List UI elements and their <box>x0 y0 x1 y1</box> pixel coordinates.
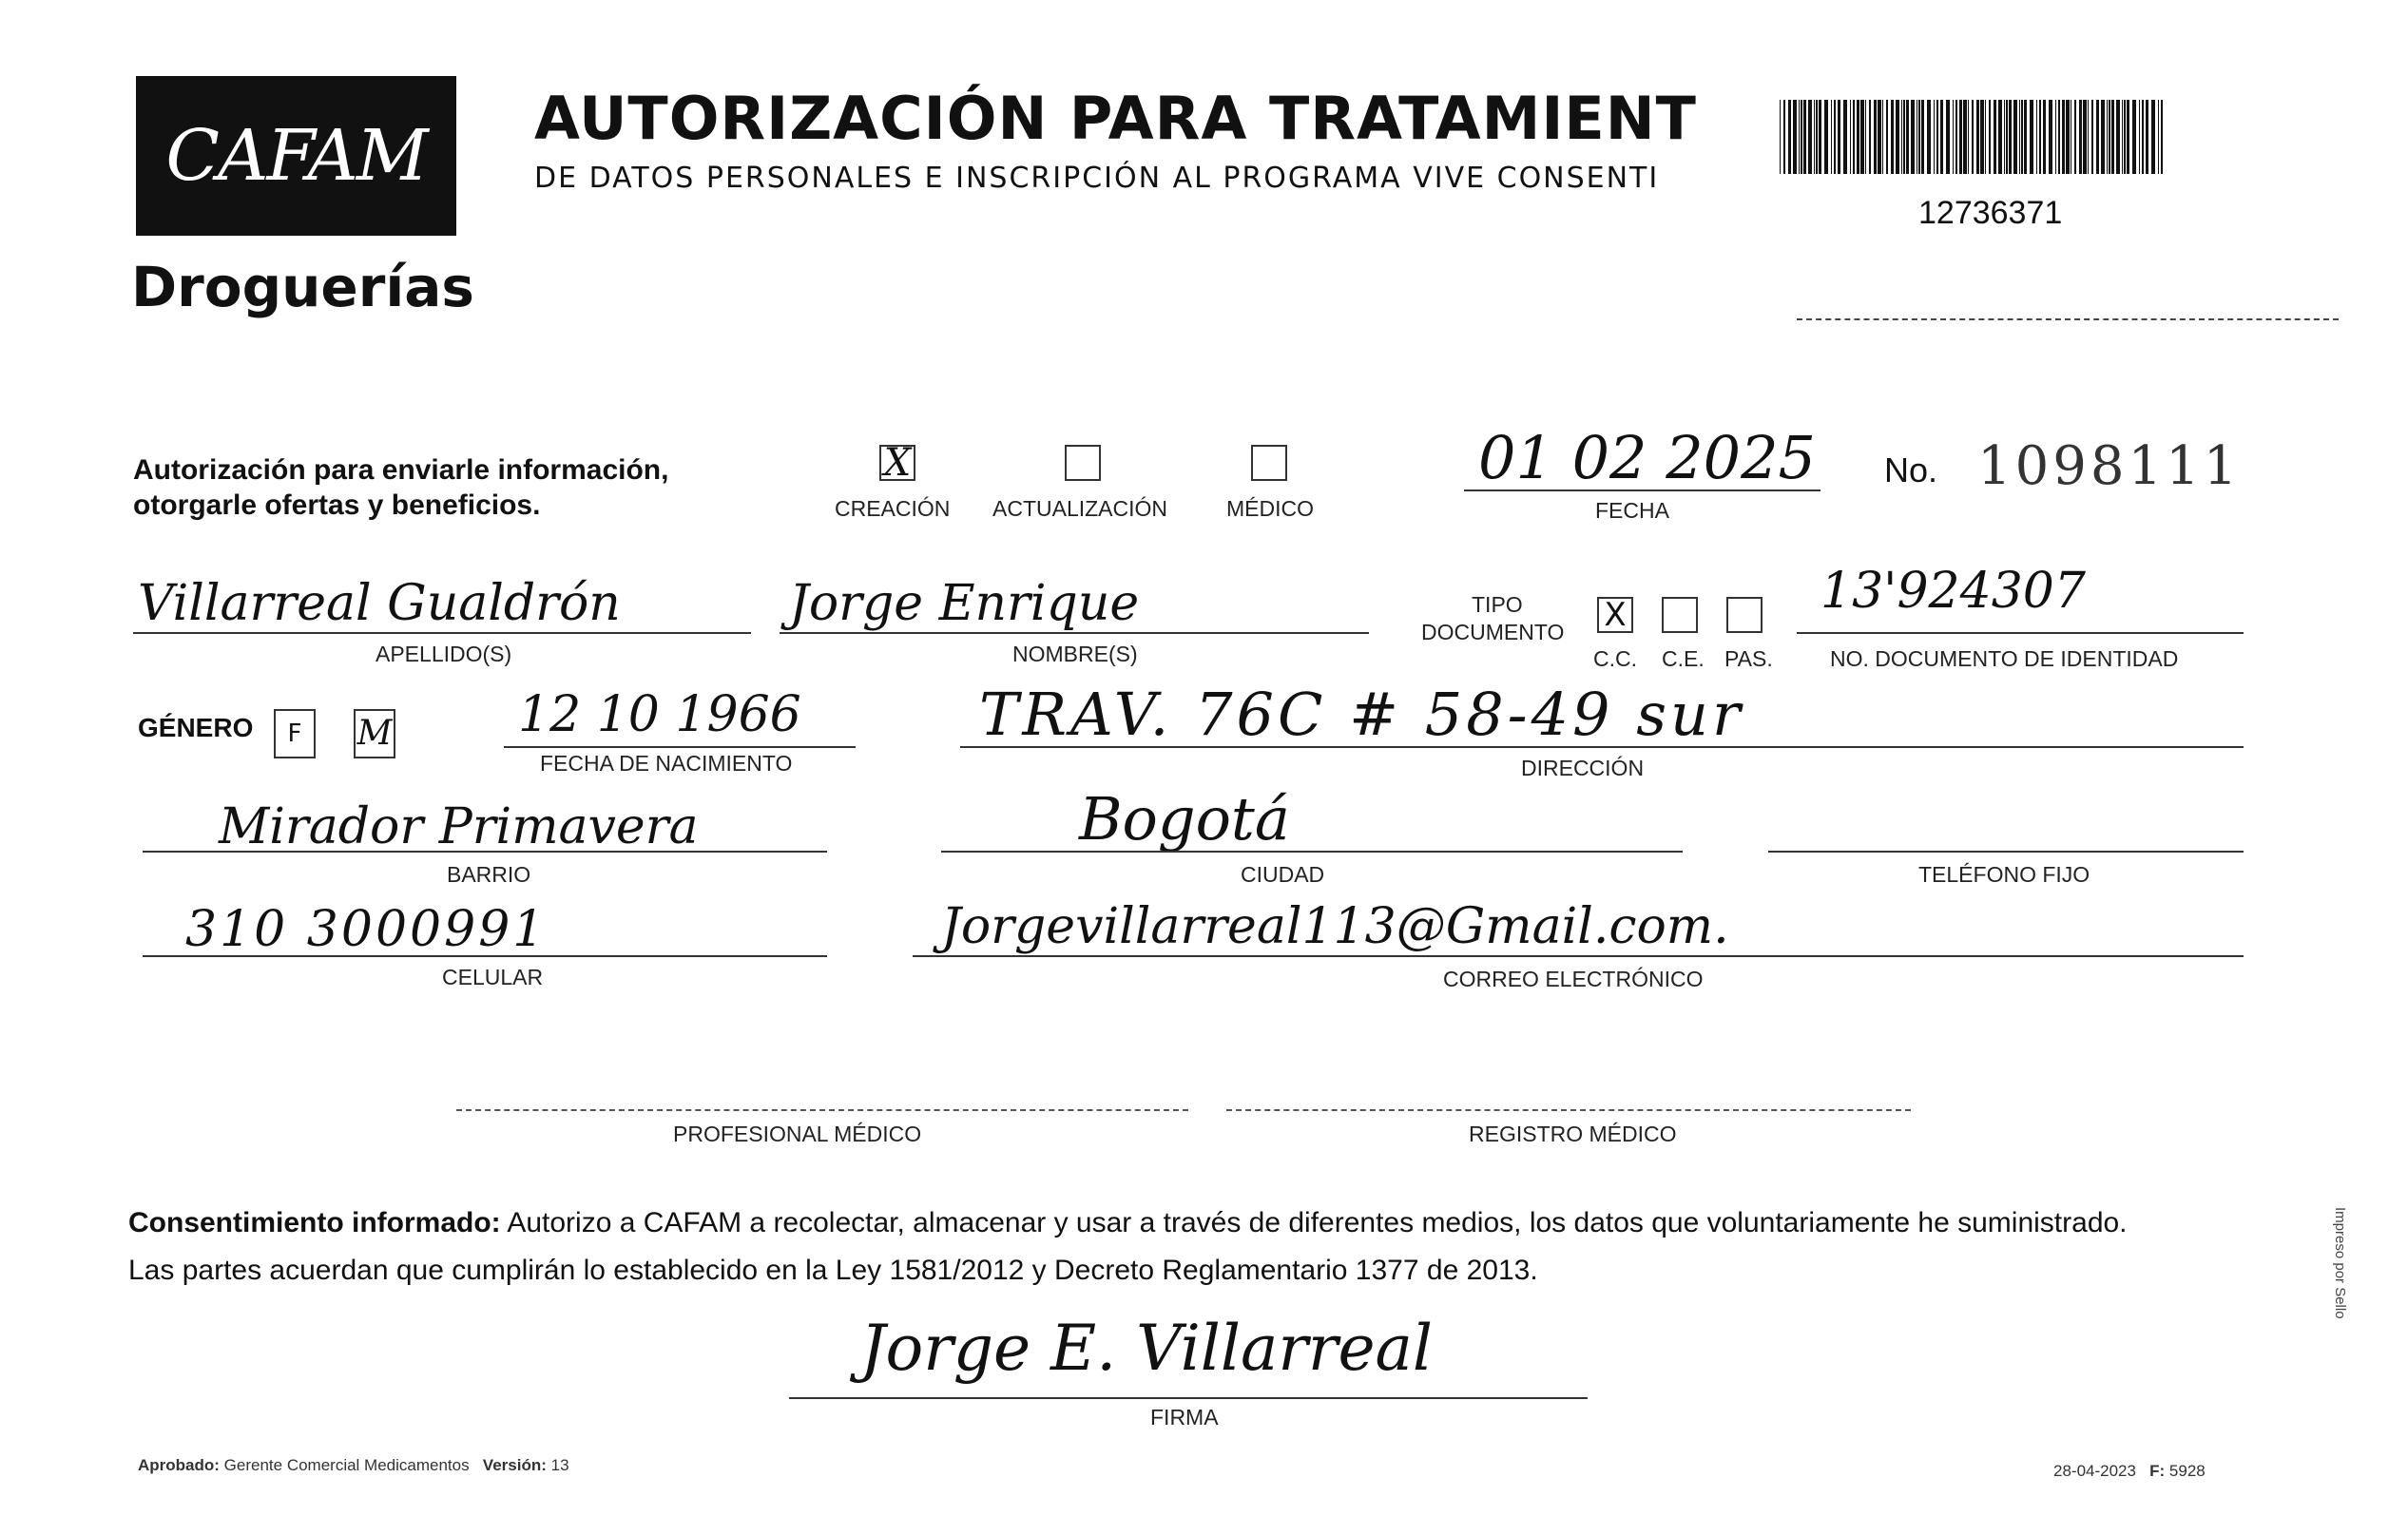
barcode-bar <box>1808 100 1812 174</box>
barcode-bar <box>2111 100 2114 174</box>
telefono-label: TELÉFONO FIJO <box>1918 862 2090 887</box>
logo-text: CAFAM <box>165 115 427 197</box>
barcode-number: 12736371 <box>1918 195 2063 231</box>
barcode-bar <box>1946 100 1950 174</box>
barcode-bar <box>1953 100 1954 174</box>
cafam-logo <box>136 76 456 236</box>
barcode-bar <box>2088 100 2089 174</box>
barcode-bar <box>1918 100 1920 174</box>
registro-line <box>1226 1109 1911 1111</box>
pas-label: PAS. <box>1724 646 1773 671</box>
barcode-bar <box>1934 100 1935 174</box>
barcode-bar <box>1814 100 1815 174</box>
consent-text-line1: Autorizo a CAFAM a recolectar, almacenar y usar a través de diferentes medios, los datos que voluntariamente he suministrado. <box>500 1207 2128 1238</box>
barcode-bar <box>1911 100 1915 174</box>
barcode-bar <box>1865 100 1866 174</box>
genero-m-box[interactable] <box>354 709 395 758</box>
barcode-bar <box>1874 100 1877 174</box>
barcode-bar <box>2019 100 2020 174</box>
barcode-bar <box>2151 100 2155 174</box>
apellidos-label: APELLIDO(S) <box>376 642 512 666</box>
form-number: 1098111 <box>1977 435 2242 497</box>
auth-intro-line1: Autorización para enviarle información, <box>133 454 669 486</box>
signature-line <box>789 1397 1588 1399</box>
barcode-bar <box>2124 100 2126 174</box>
barcode-bar <box>2083 100 2087 174</box>
cc-label: C.C. <box>1593 646 1637 671</box>
barcode-bar <box>1869 100 1871 174</box>
medico-label: MÉDICO <box>1226 496 1314 521</box>
barcode-bar <box>1824 100 1828 174</box>
barcode-bar <box>1831 100 1832 174</box>
brand-subtitle: Droguerías <box>131 255 474 319</box>
barcode-bar <box>1963 100 1967 174</box>
barcode-bar <box>1927 100 1931 174</box>
barcode-bar <box>2043 100 2046 174</box>
genero-label: GÉNERO <box>138 713 254 742</box>
barcode-bar <box>2004 100 2005 174</box>
barcode-bar <box>1940 100 1943 174</box>
doc-number-label: NO. DOCUMENTO DE IDENTIDAD <box>1830 646 2179 671</box>
barcode-bar <box>1843 100 1847 174</box>
registro-label: REGISTRO MÉDICO <box>1469 1122 1677 1146</box>
barcode-bar <box>1936 100 1938 174</box>
f-value: 5928 <box>2168 1462 2206 1480</box>
barcode-bar <box>2066 100 2070 174</box>
barcode-bar <box>1998 100 2002 174</box>
fecha-line <box>1464 489 1820 491</box>
barcode-bar <box>1850 100 1851 174</box>
barcode-bar <box>1819 100 1821 174</box>
direccion-line <box>960 746 2244 748</box>
barcode-bar <box>2139 100 2140 174</box>
barcode-bar <box>2039 100 2041 174</box>
doc-number-line <box>1797 632 2244 634</box>
barcode-bar <box>1834 100 1836 174</box>
cc-checkbox[interactable] <box>1597 597 1633 633</box>
correo-value[interactable]: Jorgevillarreal113@Gmail.com. <box>941 898 1729 955</box>
fecha-value[interactable]: 01 02 2025 <box>1478 423 1816 492</box>
barcode-bar <box>1878 100 1881 174</box>
barcode-bar <box>2079 100 2082 174</box>
barcode-bar <box>2013 100 2017 174</box>
creacion-checkbox[interactable] <box>879 441 915 485</box>
celular-value[interactable]: 310 3000991 <box>185 901 548 958</box>
direccion-value[interactable]: TRAV. 76C # 58-49 sur <box>979 680 1744 749</box>
barcode-bar <box>1976 100 1979 174</box>
ce-checkbox[interactable] <box>1662 597 1698 633</box>
auth-intro-line2: otorgarle ofertas y beneficios. <box>133 489 541 521</box>
no-label: No. <box>1884 451 1938 489</box>
nombres-label: NOMBRE(S) <box>1012 642 1138 666</box>
apellidos-line <box>133 632 751 634</box>
barcode-bar <box>2109 100 2110 174</box>
barcode-bar <box>1959 100 1962 174</box>
barcode-bar <box>1838 100 1840 174</box>
barcode-bar <box>2101 100 2105 174</box>
barcode-bar <box>1799 100 1800 174</box>
tipo-doc-label1: TIPO <box>1472 592 1523 617</box>
checkbox-mark: M <box>356 714 393 753</box>
barcode-bar <box>1968 100 1969 174</box>
correo-line <box>913 955 2244 957</box>
barcode-bar <box>2116 100 2120 174</box>
barcode-bar <box>1857 100 1859 174</box>
barcode-bar <box>2132 100 2136 174</box>
profesional-label: PROFESIONAL MÉDICO <box>673 1122 922 1146</box>
barcode-bar <box>1788 100 1791 174</box>
barcode-bar <box>2024 100 2027 174</box>
barcode-bar <box>2158 100 2159 174</box>
barcode-bar <box>1783 100 1785 174</box>
telefono-line <box>1768 851 2244 853</box>
barcode-bar <box>1985 100 1986 174</box>
barcode-bar <box>1860 100 1864 174</box>
aprobado-label: Aprobado: <box>138 1456 220 1474</box>
barcode-bar <box>2146 100 2148 174</box>
signature[interactable]: Jorge E. Villarreal <box>860 1312 1433 1385</box>
f-label: F: <box>2149 1462 2166 1480</box>
barcode-bar <box>1972 100 1974 174</box>
version-value: 13 <box>550 1456 569 1474</box>
barrio-line <box>143 851 827 853</box>
form-subtitle: DE DATOS PERSONALES E INSCRIPCIÓN AL PROGRAMA VIVE CONSENTI <box>534 162 1660 195</box>
ciudad-value[interactable]: Bogotá <box>1079 784 1290 854</box>
barcode-bar <box>1903 100 1905 174</box>
profesional-line <box>456 1109 1188 1111</box>
aprobado-line <box>138 1456 569 1475</box>
tipo-doc-label2: DOCUMENTO <box>1421 620 1565 644</box>
fecha-label: FECHA <box>1595 498 1669 523</box>
barcode-bar <box>1780 100 1781 174</box>
nombres-value[interactable]: Jorge Enrique <box>789 575 1140 632</box>
aprobado-value: Gerente Comercial Medicamentos <box>223 1456 470 1474</box>
celular-line <box>143 955 827 957</box>
ce-label: C.E. <box>1662 646 1705 671</box>
barcode-bar <box>1901 100 1902 174</box>
barcode-bar <box>1853 100 1855 174</box>
side-stamp-text: Impreso por Sello <box>2332 1207 2348 1319</box>
barcode-bar <box>1891 100 1894 174</box>
barcode-bar <box>2062 100 2065 174</box>
barcode-bar <box>2030 100 2033 174</box>
creacion-label: CREACIÓN <box>835 496 951 521</box>
barcode-bar <box>1801 100 1802 174</box>
checkbox-mark: X <box>1604 596 1627 634</box>
actualizacion-checkbox[interactable] <box>1065 445 1101 481</box>
actualizacion-label: ACTUALIZACIÓN <box>992 496 1168 521</box>
nombres-line <box>780 632 1369 634</box>
barcode <box>1780 100 2169 174</box>
nacimiento-value[interactable]: 12 10 1966 <box>518 686 801 743</box>
footer-right <box>2053 1462 2206 1481</box>
barcode-bar <box>1921 100 1924 174</box>
barcode-bar <box>2009 100 2012 174</box>
barcode-bar <box>2036 100 2037 174</box>
checkbox-mark: X <box>883 441 912 485</box>
nacimiento-label: FECHA DE NACIMIENTO <box>540 751 793 776</box>
barcode-bar <box>1886 100 1888 174</box>
barcode-bar <box>2096 100 2099 174</box>
direccion-label: DIRECCIÓN <box>1521 756 1645 780</box>
consent-text-line2: Las partes acuerdan que cumplirán lo establecido en la Ley 1581/2012 y Decreto Reglamentario 1377 de 2013. <box>128 1255 1538 1286</box>
barcode-bar <box>1906 100 1909 174</box>
barcode-bar <box>1793 100 1797 174</box>
signature-label: FIRMA <box>1150 1405 1219 1429</box>
barcode-bar <box>1803 100 1806 174</box>
genero-f-box[interactable] <box>274 709 316 758</box>
barcode-bar <box>2091 100 2093 174</box>
ciudad-line <box>941 851 1683 853</box>
ciudad-label: CIUDAD <box>1241 862 1325 887</box>
doc-number-value[interactable]: 13'924307 <box>1820 563 2086 620</box>
medico-checkbox[interactable] <box>1251 445 1287 481</box>
correo-label: CORREO ELECTRÓNICO <box>1443 967 1704 991</box>
barcode-bar <box>1955 100 1957 174</box>
barcode-bar <box>2122 100 2123 174</box>
genero-f-label: F <box>287 720 302 748</box>
side-stamp <box>2310 1207 2367 1407</box>
pas-checkbox[interactable] <box>1726 597 1763 633</box>
barcode-bar <box>1989 100 1991 174</box>
barcode-bar <box>2021 100 2023 174</box>
barcode-bar <box>1980 100 1984 174</box>
barcode-bar <box>2049 100 2052 174</box>
barrio-label: BARRIO <box>447 862 531 887</box>
barcode-bar <box>1816 100 1818 174</box>
barcode-bar <box>2127 100 2129 174</box>
barcode-bar <box>2142 100 2144 174</box>
barcode-bar <box>1994 100 1996 174</box>
footer-date: 28-04-2023 <box>2053 1462 2136 1480</box>
barcode-bar <box>2006 100 2008 174</box>
apellidos-value[interactable]: Villarreal Gualdrón <box>138 575 621 632</box>
barcode-bar <box>1882 100 1883 174</box>
divider <box>1797 318 2339 320</box>
barcode-bar <box>2055 100 2056 174</box>
form-title: AUTORIZACIÓN PARA TRATAMIENT <box>534 84 1697 153</box>
barcode-bar <box>1896 100 1899 174</box>
nacimiento-line <box>504 746 856 748</box>
barcode-bar <box>2161 100 2163 174</box>
consent-title: Consentimiento informado: <box>128 1207 501 1238</box>
barcode-bar <box>2107 100 2108 174</box>
celular-label: CELULAR <box>442 965 544 989</box>
version-label: Versión: <box>482 1456 547 1474</box>
barcode-bar <box>2058 100 2060 174</box>
consent-text <box>128 1199 2258 1295</box>
barrio-value[interactable]: Mirador Primavera <box>219 798 699 855</box>
barcode-bar <box>2074 100 2076 174</box>
